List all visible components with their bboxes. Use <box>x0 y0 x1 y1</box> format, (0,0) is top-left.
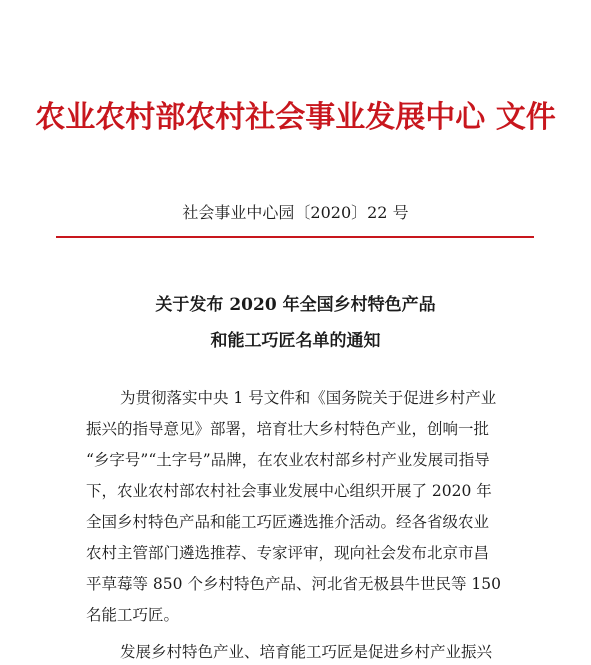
document-number: 社会事业中心园〔2020〕22 号 <box>182 203 409 222</box>
body-paragraph-line: 名能工巧匠。 <box>86 606 180 624</box>
body-paragraph-line: 平草莓等 850 个乡村特色产品、河北省无极县牛世民等 150 <box>86 575 501 593</box>
body-paragraph-line: “乡字号”“土字号”品牌，在农业农村部乡村产业发展司指导 <box>86 451 490 469</box>
body-paragraph-line: 发展乡村特色产业、培育能工巧匠是促进乡村产业振兴 <box>120 643 493 661</box>
notice-title-line-2: 和能工巧匠名单的通知 <box>210 331 381 351</box>
body-paragraph-line: 为贯彻落实中央 1 号文件和《国务院关于促进乡村产业 <box>120 389 497 407</box>
body-paragraph-line: 下，农业农村部农村社会事业发展中心组织开展了 2020 年 <box>86 482 492 500</box>
body-paragraph-line: 全国乡村特色产品和能工巧匠遴选推介活动。经各省级农业 <box>86 513 490 531</box>
body-paragraph-line: 农村主管部门遴选推荐、专家评审，现向社会发布北京市昌 <box>86 544 490 562</box>
header-divider <box>56 236 534 238</box>
document-header-title: 农业农村部农村社会事业发展中心 文件 <box>35 100 556 135</box>
body-paragraph-line: 振兴的指导意见》部署，培育壮大乡村特色产业，创响一批 <box>86 420 490 438</box>
notice-title-line-1: 关于发布 2020 年全国乡村特色产品 <box>155 295 436 315</box>
